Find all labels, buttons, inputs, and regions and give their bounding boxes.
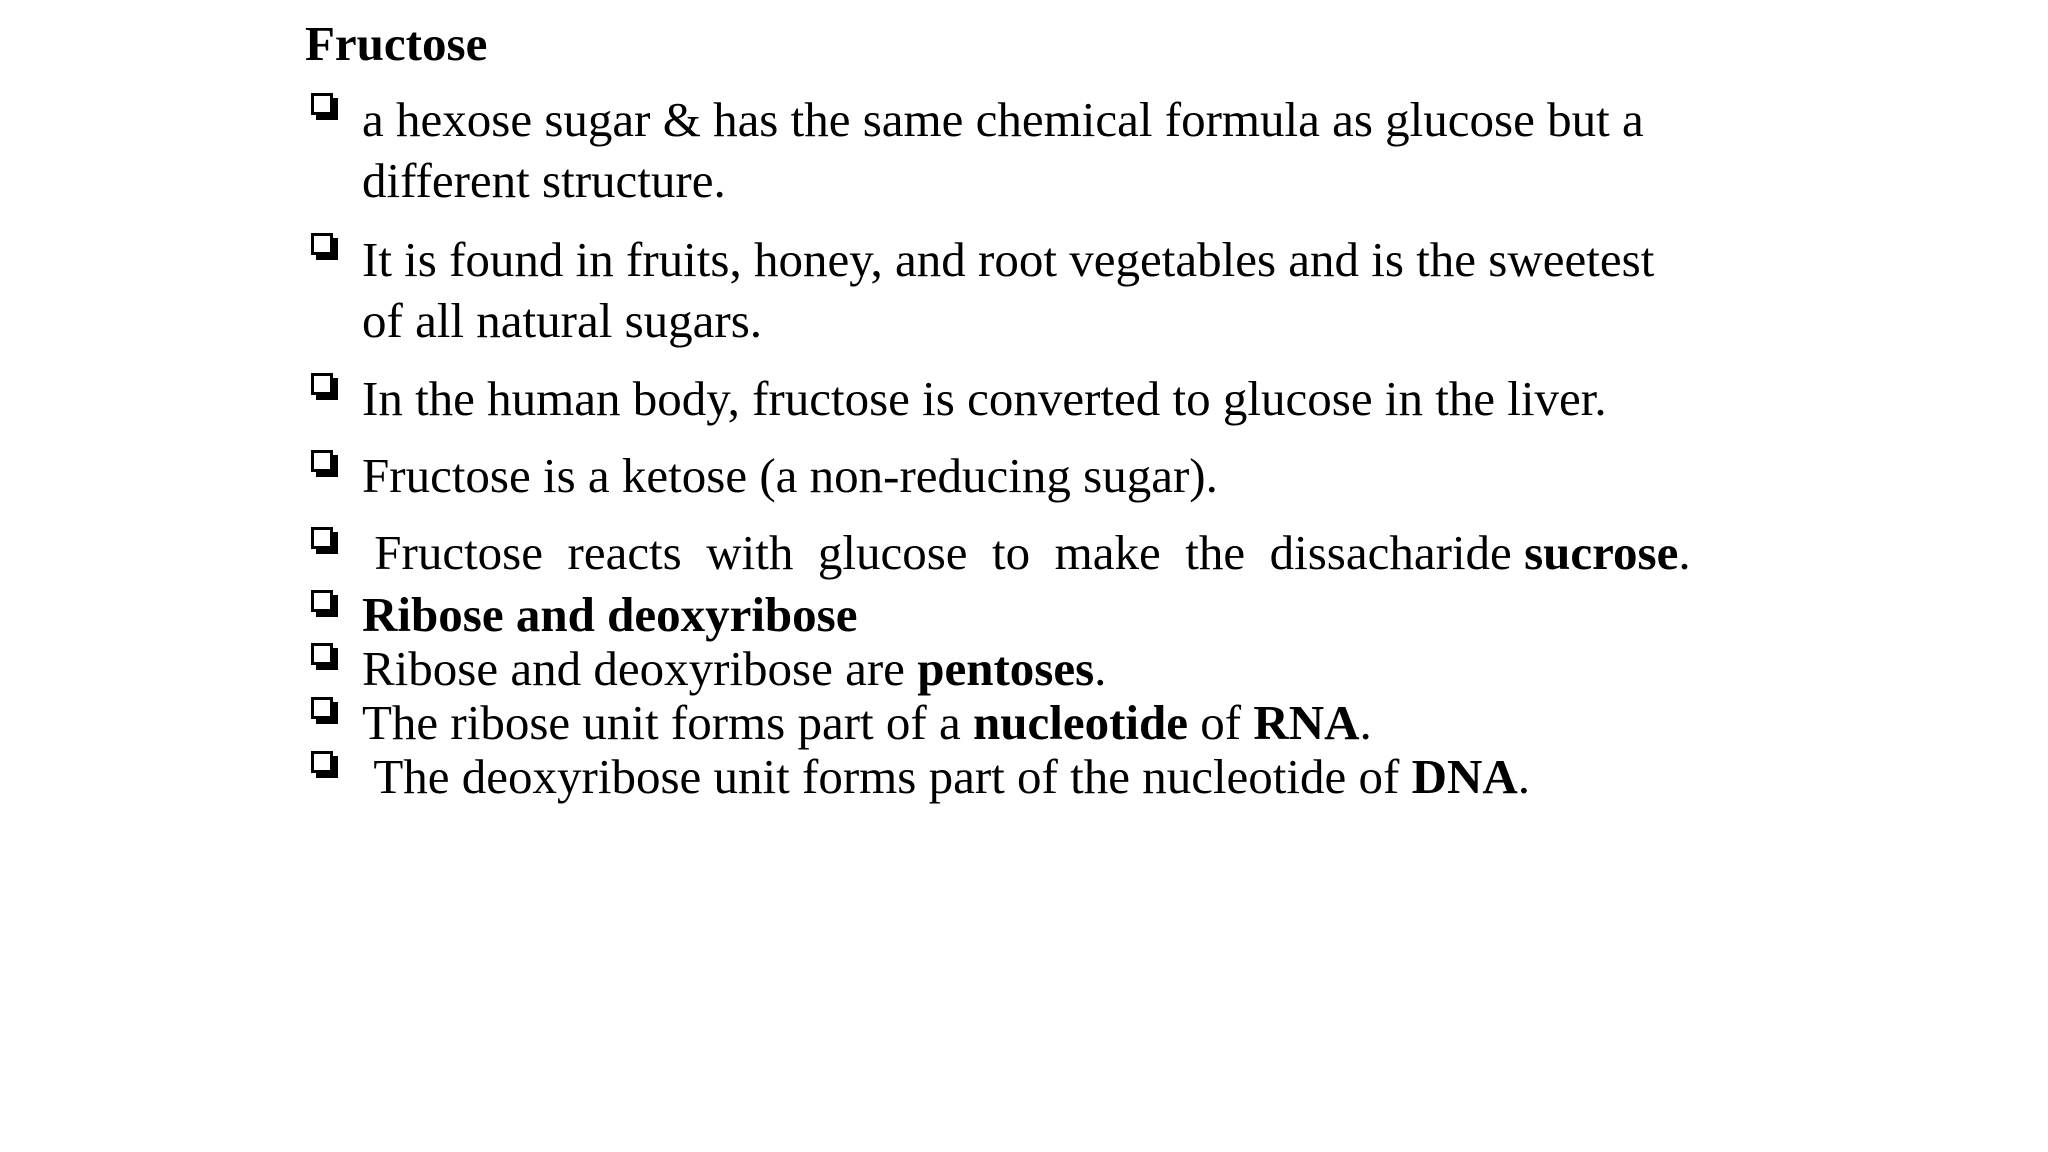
bullet-text-line: Fructose is a ketose (a non-reducing sugar). [362, 448, 1218, 503]
bullet-text: of [1188, 695, 1254, 750]
bullet-bold-term: nucleotide [972, 695, 1189, 750]
bullet-text-line: a hexose sugar & has the same chemical formula as glucose but a [362, 92, 1644, 147]
checkbox-bullet-icon [311, 643, 333, 665]
bullet-text-line [362, 638, 1106, 700]
bullet-text-line [362, 746, 1530, 808]
bullet-punctuation: . [1094, 641, 1107, 696]
bullet-punctuation: . [1678, 525, 1691, 580]
checkbox-bullet-icon [311, 233, 333, 255]
checkbox-bullet-icon [311, 93, 333, 115]
bullet-text-line [362, 522, 1691, 584]
slide-title: Fructose [305, 16, 488, 71]
bullet-punctuation: . [1359, 695, 1372, 750]
checkbox-bullet-icon [311, 751, 333, 773]
checkbox-bullet-icon [311, 373, 333, 395]
bullet-bold-term: RNA [1253, 695, 1360, 750]
bullet-bold-term: DNA [1411, 749, 1518, 804]
bullet-text-line: It is found in fruits, honey, and root vegetables and is the sweetest [362, 232, 1655, 287]
checkbox-bullet-icon [311, 697, 333, 719]
bullet-punctuation: . [1517, 749, 1531, 804]
bullet-bold-term: sucrose [1524, 525, 1679, 580]
checkbox-bullet-icon [311, 450, 333, 472]
bullet-text: The deoxyribose unit forms part of the nucleotide of [362, 749, 1412, 804]
bullet-text-line: different structure. [362, 153, 726, 208]
bullet-text-line: In the human body, fructose is converted to glucose in the liver. [362, 371, 1607, 426]
checkbox-bullet-icon [311, 590, 333, 612]
bullet-text: Ribose and deoxyribose are [362, 641, 918, 696]
bullet-text: Fructose reacts with glucose to make the dissacharide [362, 525, 1525, 580]
bullet-text-line: of all natural sugars. [362, 293, 763, 348]
bullet-text-line [362, 692, 1372, 754]
bullet-bold-term: pentoses [917, 641, 1095, 696]
checkbox-bullet-icon [311, 527, 333, 549]
bullet-text: The ribose unit forms part of a [362, 695, 973, 750]
bullet-bold-heading: Ribose and deoxyribose [362, 587, 858, 642]
